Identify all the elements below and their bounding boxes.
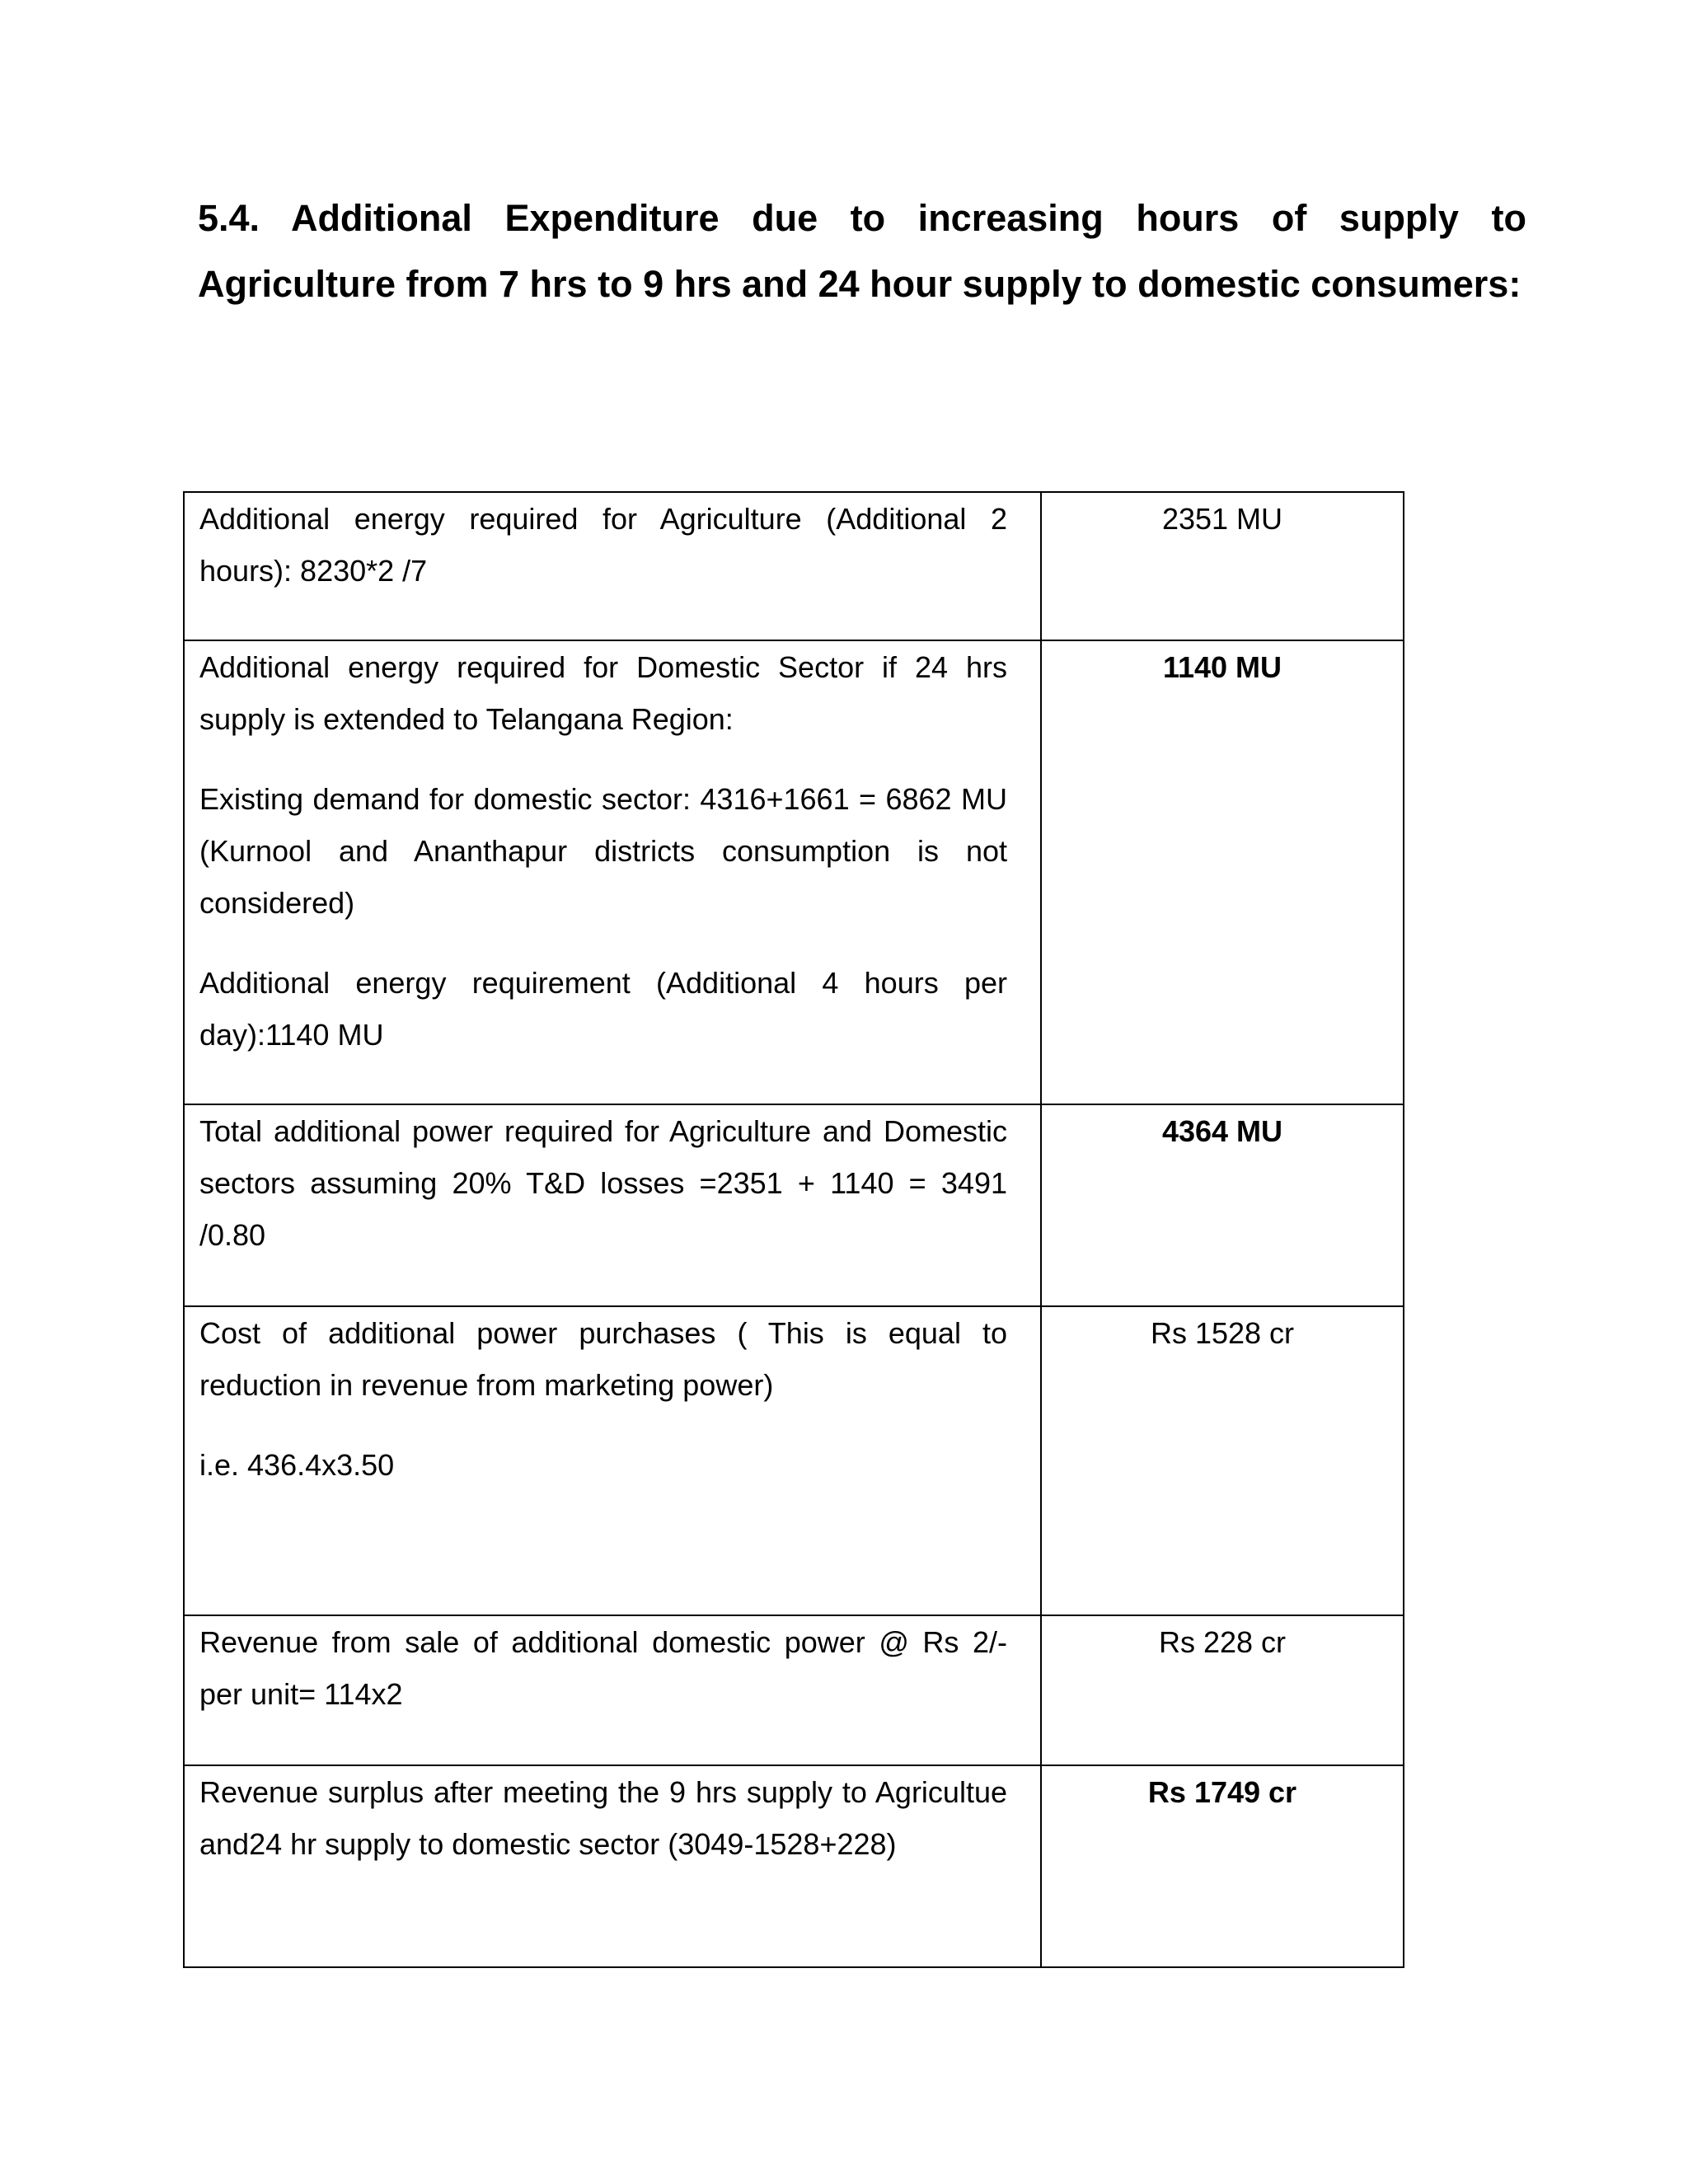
table-row [184,1615,1404,1765]
value-cell: Rs 1528 cr [1041,1306,1404,1615]
description-text: Revenue surplus after meeting the 9 hrs supply to Agricultue and24 hr supply to domestic sector (3049-1528+228) [199,1775,1007,1861]
description-cell [184,492,1041,640]
table-row [184,640,1404,1104]
description-text: i.e. 436.4x3.50 [199,1448,395,1482]
description-text: Additional energy requirement (Additional 4 hours per day):1140 MU [199,966,1007,1052]
description-text: Revenue from sale of additional domestic power @ Rs 2/- per unit= 114x2 [199,1625,1007,1711]
table-row [184,1306,1404,1615]
description-text: Existing demand for domestic sector: 4316+1661 = 6862 MU (Kurnool and Ananthapur districts consumption is not considered) [199,782,1007,920]
description-cell [184,1306,1041,1615]
table-row [184,1104,1404,1306]
description-cell [184,1104,1041,1306]
value-cell: 2351 MU [1041,492,1404,640]
description-cell [184,1765,1041,1967]
description-text: Additional energy required for Domestic Sector if 24 hrs supply is extended to Telangana Region: [199,650,1007,736]
description-text: Cost of additional power purchases ( This is equal to reduction in revenue from marketing power) [199,1316,1007,1402]
description-cell [184,640,1041,1104]
description-text: Total additional power required for Agriculture and Domestic sectors assuming 20% T&D losses =2351 + 1140 = 3491 /0.80 [199,1114,1007,1252]
value-cell: 1140 MU [1041,640,1404,1104]
value-cell: Rs 1749 cr [1041,1765,1404,1967]
description-cell [184,1615,1041,1765]
value-cell: 4364 MU [1041,1104,1404,1306]
section-heading: 5.4. Additional Expenditure due to increasing hours of supply to Agriculture from 7 hrs to 9 hrs and 24 hour supply to domestic consumers: [198,197,1526,305]
table-row [184,1765,1404,1967]
table-row [184,492,1404,640]
description-text: Additional energy required for Agriculture (Additional 2 hours): 8230*2 /7 [199,502,1007,588]
value-cell: Rs 228 cr [1041,1615,1404,1765]
expenditure-table [183,491,1404,1968]
